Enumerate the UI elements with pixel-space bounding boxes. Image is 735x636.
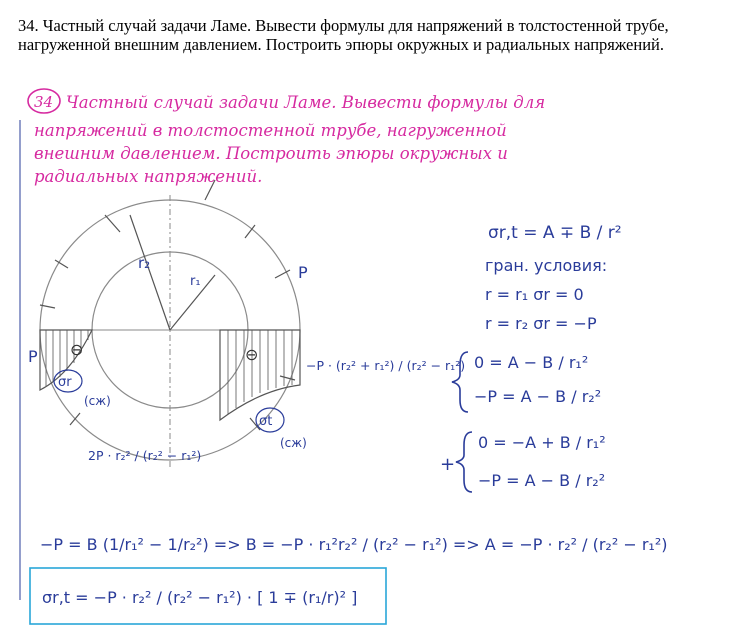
derivation (440, 223, 622, 492)
label-sigma-r-note: (сж) (84, 394, 111, 408)
general-formula: σr,t = A ∓ B / r² (488, 223, 622, 243)
sigma-t-minus-icon: ⊖ (245, 345, 259, 364)
result-line-1: −P = B (1/r₁² − 1/r₂²) => B = −P · r₁²r₂² / (r₂² − r₁²) => A = −P · r₂² / (r₂² − r₁²) (40, 535, 668, 554)
title-line-4: радиальных напряжений. (34, 167, 263, 186)
label-sigma-t: σt (259, 414, 273, 429)
problem-heading: 34. Частный случай задачи Ламе. Вывести формулы для напряжений в толстостенной трубе, нагруженной внешним давлением. Построить эпюры окружных и радиальных напряжений. (18, 16, 669, 54)
label-p: P (298, 263, 308, 282)
label-sigma-t-note: (сж) (280, 436, 307, 450)
system-2-eq-b: −P = A − B / r₂² (478, 471, 606, 490)
system-2-eq-a: 0 = −A + B / r₁² (478, 433, 606, 452)
label-right-value: −P · (r₂² + r₁²) / (r₂² − r₁²) (306, 358, 466, 373)
title-number: 34 (34, 93, 54, 111)
label-sigma-r: σr (58, 375, 72, 390)
plus-sign: + (440, 454, 456, 475)
title-line-2: напряжений в толстостенной трубе, нагруженной (34, 121, 507, 140)
title-line-3: внешним давлением. Построить эпюры окружных и (34, 144, 508, 163)
label-r1: r₁ (190, 274, 201, 289)
handwritten-title (28, 89, 545, 186)
pipe-diagram (28, 180, 465, 470)
title-line-1: Частный случай задачи Ламе. Вывести формулы для (66, 93, 546, 112)
pressure-arrows (40, 180, 295, 430)
radius-r2-line (130, 215, 170, 330)
condition-1: r = r₁ σr = 0 (485, 285, 584, 304)
sigma-r-minus-icon: ⊖ (70, 340, 84, 359)
result (30, 535, 667, 624)
system-1-eq-b: −P = A − B / r₂² (474, 387, 602, 406)
system-2-brace (456, 432, 472, 492)
final-formula: σr,t = −P · r₂² / (r₂² − r₁²) · [ 1 ∓ (r₁/r)² ] (42, 588, 358, 607)
sigma-t-hatching (228, 330, 292, 414)
label-p-left: P (28, 347, 38, 366)
system-1-eq-a: 0 = A − B / r₁² (474, 353, 589, 372)
conditions-title: гран. условия: (485, 256, 608, 275)
label-r2: r₂ (138, 254, 151, 272)
label-bottom-value: 2P · r₂² / (r₂² − r₁²) (88, 448, 202, 463)
condition-2: r = r₂ σr = −P (485, 314, 597, 333)
